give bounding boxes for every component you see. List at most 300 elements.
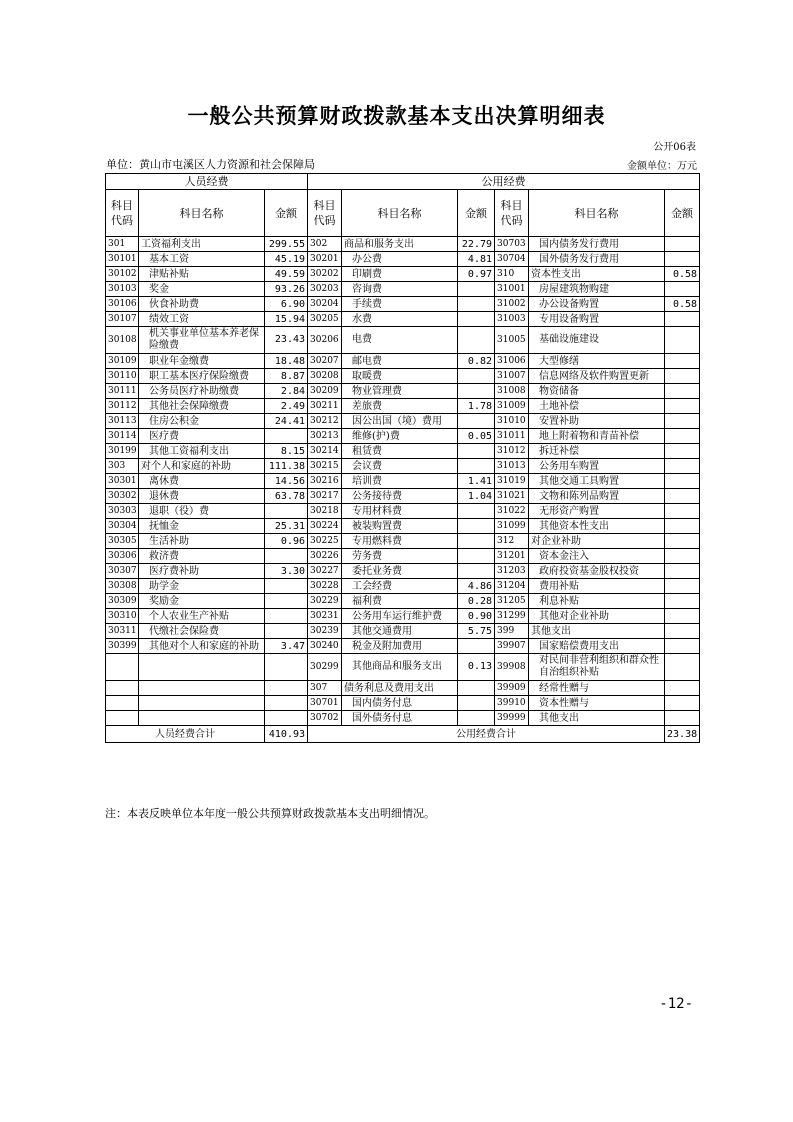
cell-name: 公务接待费 [342, 489, 458, 504]
cell-code: 30199 [106, 444, 139, 459]
cell-code: 30227 [308, 564, 342, 579]
cell-code: 307 [308, 681, 342, 696]
cell-amount [265, 654, 308, 681]
cell-name: 津贴补贴 [139, 267, 265, 282]
cell-name: 商品和服务支出 [342, 237, 458, 252]
cell-amount [458, 549, 495, 564]
table-row [106, 534, 700, 549]
cell-amount: 0.58 [665, 297, 700, 312]
table-row [106, 609, 700, 624]
cell-code: 30112 [106, 399, 139, 414]
cell-name [139, 681, 265, 696]
cell-name: 公务用车购置 [529, 459, 665, 474]
cell-amount [458, 504, 495, 519]
cell-name: 公务用车运行维护费 [342, 609, 458, 624]
cell-name: 安置补助 [529, 414, 665, 429]
cell-name: 其他对企业补助 [529, 609, 665, 624]
table-row [106, 711, 700, 726]
table-row [106, 474, 700, 489]
section-public: 公用经费 [308, 174, 700, 190]
cell-code: 399 [495, 624, 529, 639]
cell-code: 39909 [495, 681, 529, 696]
cell-code: 30305 [106, 534, 139, 549]
cell-name: 其他商品和服务支出 [342, 654, 458, 681]
cell-code: 30204 [308, 297, 342, 312]
table-row [106, 384, 700, 399]
cell-name: 资本性赠与 [529, 696, 665, 711]
cell-amount [265, 504, 308, 519]
cell-code: 302 [308, 237, 342, 252]
cell-amount [265, 609, 308, 624]
table-row [106, 282, 700, 297]
cell-name: 专用材料费 [342, 504, 458, 519]
cell-name: 国家赔偿费用支出 [529, 639, 665, 654]
cell-code [106, 711, 139, 726]
cell-code: 30703 [495, 237, 529, 252]
cell-code: 31204 [495, 579, 529, 594]
cell-amount: 0.05 [458, 429, 495, 444]
table-row [106, 696, 700, 711]
section-personnel: 人员经费 [106, 174, 308, 190]
cell-code: 31006 [495, 354, 529, 369]
cell-name: 职工基本医疗保险缴费 [139, 369, 265, 384]
cell-name: 差旅费 [342, 399, 458, 414]
cell-code [106, 681, 139, 696]
cell-name: 资本金注入 [529, 549, 665, 564]
cell-amount [665, 489, 700, 504]
cell-code: 301 [106, 237, 139, 252]
cell-name: 办公费 [342, 252, 458, 267]
cell-code: 30110 [106, 369, 139, 384]
cell-code: 39999 [495, 711, 529, 726]
cell-name: 电费 [342, 327, 458, 354]
cell-name: 会议费 [342, 459, 458, 474]
cell-name: 国外债务发行费用 [529, 252, 665, 267]
cell-name: 职业年金缴费 [139, 354, 265, 369]
cell-name: 国内债务发行费用 [529, 237, 665, 252]
cell-code: 303 [106, 459, 139, 474]
cell-amount [458, 444, 495, 459]
cell-name: 劳务费 [342, 549, 458, 564]
cell-code: 31022 [495, 504, 529, 519]
cell-name: 其他支出 [529, 711, 665, 726]
cell-code: 30216 [308, 474, 342, 489]
cell-name: 代缴社会保险费 [139, 624, 265, 639]
table-row [106, 594, 700, 609]
cell-code: 30302 [106, 489, 139, 504]
cell-name: 对企业补助 [529, 534, 665, 549]
table-row [106, 327, 700, 354]
cell-amount [665, 282, 700, 297]
cell-name: 无形资产购置 [529, 504, 665, 519]
cell-name: 维修(护)费 [342, 429, 458, 444]
cell-code: 312 [495, 534, 529, 549]
cell-name: 物业管理费 [342, 384, 458, 399]
cell-code: 31012 [495, 444, 529, 459]
cell-code: 30299 [308, 654, 342, 681]
cell-name: 政府投资基金股权投资 [529, 564, 665, 579]
cell-name: 资本性支出 [529, 267, 665, 282]
header-amount: 金额 [265, 190, 308, 237]
header-code: 科目代码 [106, 190, 139, 237]
cell-code: 30303 [106, 504, 139, 519]
cell-amount: 3.47 [265, 639, 308, 654]
cell-amount [458, 312, 495, 327]
cell-name: 土地补偿 [529, 399, 665, 414]
cell-name: 住房公积金 [139, 414, 265, 429]
cell-code: 30311 [106, 624, 139, 639]
cell-code: 30304 [106, 519, 139, 534]
cell-amount [458, 534, 495, 549]
table-row [106, 639, 700, 654]
cell-amount: 2.84 [265, 384, 308, 399]
cell-name: 债务利息及费用支出 [342, 681, 458, 696]
table-row [106, 444, 700, 459]
cell-amount [458, 459, 495, 474]
cell-code: 30109 [106, 354, 139, 369]
cell-amount [665, 681, 700, 696]
cell-amount [265, 624, 308, 639]
cell-code: 310 [495, 267, 529, 282]
cell-name: 地上附着物和青苗补偿 [529, 429, 665, 444]
cell-code: 30306 [106, 549, 139, 564]
cell-code: 31019 [495, 474, 529, 489]
cell-code: 39910 [495, 696, 529, 711]
page-title: 一般公共预算财政拨款基本支出决算明细表 [187, 103, 606, 128]
cell-amount [665, 579, 700, 594]
cell-name: 工资福利支出 [139, 237, 265, 252]
cell-name: 专用燃料费 [342, 534, 458, 549]
cell-code: 30218 [308, 504, 342, 519]
cell-code: 30201 [308, 252, 342, 267]
cell-amount: 1.78 [458, 399, 495, 414]
cell-name: 水费 [342, 312, 458, 327]
cell-code: 30702 [308, 711, 342, 726]
cell-code: 31010 [495, 414, 529, 429]
cell-name: 奖励金 [139, 594, 265, 609]
cell-name: 委托业务费 [342, 564, 458, 579]
cell-code: 31001 [495, 282, 529, 297]
cell-name: 利息补贴 [529, 594, 665, 609]
cell-amount [665, 594, 700, 609]
cell-amount: 0.28 [458, 594, 495, 609]
cell-name: 邮电费 [342, 354, 458, 369]
cell-amount [265, 681, 308, 696]
cell-amount: 299.55 [265, 237, 308, 252]
table-row [106, 252, 700, 267]
cell-name: 拆迁补偿 [529, 444, 665, 459]
cell-code: 30310 [106, 609, 139, 624]
cell-code: 30113 [106, 414, 139, 429]
cell-code: 30208 [308, 369, 342, 384]
cell-amount [665, 369, 700, 384]
cell-amount: 0.97 [458, 267, 495, 282]
cell-code: 30399 [106, 639, 139, 654]
table-row [106, 369, 700, 384]
page-number: -12- [659, 996, 693, 1012]
cell-code: 31009 [495, 399, 529, 414]
cell-name: 因公出国（境）费用 [342, 414, 458, 429]
cell-code: 30107 [106, 312, 139, 327]
cell-amount: 4.86 [458, 579, 495, 594]
cell-code: 30239 [308, 624, 342, 639]
form-number: 公开06表 [653, 142, 696, 153]
cell-code: 39907 [495, 639, 529, 654]
cell-name: 房屋建筑物购建 [529, 282, 665, 297]
cell-name: 医疗费 [139, 429, 265, 444]
cell-code: 30108 [106, 327, 139, 354]
cell-name: 咨询费 [342, 282, 458, 297]
cell-code: 30202 [308, 267, 342, 282]
cell-code: 31205 [495, 594, 529, 609]
table-row [106, 681, 700, 696]
cell-name: 文物和陈列品购置 [529, 489, 665, 504]
personnel-total-label: 人员经费合计 [106, 726, 265, 743]
cell-amount [665, 711, 700, 726]
cell-amount [665, 564, 700, 579]
cell-amount [458, 696, 495, 711]
cell-amount [665, 354, 700, 369]
cell-amount [665, 312, 700, 327]
cell-name: 救济费 [139, 549, 265, 564]
cell-name: 其他工资福利支出 [139, 444, 265, 459]
cell-amount: 0.13 [458, 654, 495, 681]
cell-amount [458, 282, 495, 297]
cell-amount: 25.31 [265, 519, 308, 534]
cell-name: 助学金 [139, 579, 265, 594]
cell-code: 30102 [106, 267, 139, 282]
cell-amount [265, 711, 308, 726]
cell-amount: 63.78 [265, 489, 308, 504]
cell-name: 大型修缮 [529, 354, 665, 369]
cell-amount [665, 384, 700, 399]
table-row [106, 564, 700, 579]
cell-name: 离休费 [139, 474, 265, 489]
cell-amount: 15.94 [265, 312, 308, 327]
cell-code: 30701 [308, 696, 342, 711]
cell-name: 基础设施建设 [529, 327, 665, 354]
cell-amount: 6.90 [265, 297, 308, 312]
section-header-row [106, 174, 700, 190]
cell-amount: 2.49 [265, 399, 308, 414]
table-row [106, 354, 700, 369]
cell-amount [665, 696, 700, 711]
cell-amount [665, 654, 700, 681]
header-code: 科目代码 [495, 190, 529, 237]
cell-code: 30203 [308, 282, 342, 297]
cell-code: 31201 [495, 549, 529, 564]
cell-amount [665, 534, 700, 549]
cell-amount [458, 639, 495, 654]
cell-amount [665, 474, 700, 489]
cell-amount [665, 459, 700, 474]
cell-amount: 18.48 [265, 354, 308, 369]
cell-amount: 5.75 [458, 624, 495, 639]
cell-code: 30217 [308, 489, 342, 504]
cell-name: 基本工资 [139, 252, 265, 267]
table-row [106, 459, 700, 474]
cell-amount [665, 327, 700, 354]
cell-amount [665, 252, 700, 267]
cell-amount: 22.79 [458, 237, 495, 252]
cell-name: 退休费 [139, 489, 265, 504]
cell-name [139, 696, 265, 711]
table-row [106, 399, 700, 414]
cell-amount [665, 237, 700, 252]
cell-amount [665, 444, 700, 459]
cell-code: 30224 [308, 519, 342, 534]
header-name: 科目名称 [139, 190, 265, 237]
expenditure-table [105, 173, 700, 743]
cell-name: 抚恤金 [139, 519, 265, 534]
public-total-label: 公用经费合计 [308, 726, 665, 743]
cell-code: 30308 [106, 579, 139, 594]
cell-amount: 24.41 [265, 414, 308, 429]
cell-name: 费用补贴 [529, 579, 665, 594]
cell-name: 个人农业生产补贴 [139, 609, 265, 624]
cell-amount: 111.38 [265, 459, 308, 474]
cell-code: 30231 [308, 609, 342, 624]
cell-code: 30307 [106, 564, 139, 579]
cell-code: 30225 [308, 534, 342, 549]
cell-code: 31007 [495, 369, 529, 384]
cell-amount: 14.56 [265, 474, 308, 489]
table-row [106, 654, 700, 681]
cell-name: 国外债务付息 [342, 711, 458, 726]
cell-amount [458, 384, 495, 399]
cell-name: 其他对个人和家庭的补助 [139, 639, 265, 654]
table-row [106, 297, 700, 312]
cell-amount [458, 369, 495, 384]
cell-name: 其他支出 [529, 624, 665, 639]
cell-amount [665, 504, 700, 519]
cell-amount [665, 519, 700, 534]
cell-amount: 49.59 [265, 267, 308, 282]
cell-name: 印刷费 [342, 267, 458, 282]
cell-amount [265, 594, 308, 609]
cell-amount: 1.41 [458, 474, 495, 489]
cell-code: 30213 [308, 429, 342, 444]
cell-name: 福利费 [342, 594, 458, 609]
cell-amount [665, 639, 700, 654]
cell-name: 退职（役）费 [139, 504, 265, 519]
cell-code: 30229 [308, 594, 342, 609]
cell-code: 30301 [106, 474, 139, 489]
cell-name [139, 654, 265, 681]
cell-code: 31021 [495, 489, 529, 504]
cell-name: 生活补助 [139, 534, 265, 549]
table-row [106, 312, 700, 327]
footnote: 注：本表反映单位本年度一般公共预算财政拨款基本支出明细情况。 [105, 807, 435, 820]
cell-code: 30214 [308, 444, 342, 459]
cell-amount: 8.87 [265, 369, 308, 384]
cell-amount [665, 399, 700, 414]
cell-amount: 0.82 [458, 354, 495, 369]
cell-code: 30206 [308, 327, 342, 354]
table-row [106, 519, 700, 534]
header-code: 科目代码 [308, 190, 342, 237]
cell-amount: 1.04 [458, 489, 495, 504]
table-row [106, 429, 700, 444]
cell-code: 39908 [495, 654, 529, 681]
cell-code: 31002 [495, 297, 529, 312]
cell-code: 30704 [495, 252, 529, 267]
cell-code: 30207 [308, 354, 342, 369]
cell-name: 对个人和家庭的补助 [139, 459, 265, 474]
cell-amount: 0.96 [265, 534, 308, 549]
cell-code: 30212 [308, 414, 342, 429]
cell-code: 31008 [495, 384, 529, 399]
table-row [106, 237, 700, 252]
table-row [106, 414, 700, 429]
table-row [106, 579, 700, 594]
cell-code: 30226 [308, 549, 342, 564]
cell-name [139, 711, 265, 726]
cell-code: 31299 [495, 609, 529, 624]
cell-code: 30215 [308, 459, 342, 474]
cell-name: 其他社会保障缴费 [139, 399, 265, 414]
cell-code: 30211 [308, 399, 342, 414]
cell-amount [265, 429, 308, 444]
personnel-total-value: 410.93 [265, 726, 308, 743]
cell-code: 30228 [308, 579, 342, 594]
cell-amount [265, 696, 308, 711]
cell-name: 经常性赠与 [529, 681, 665, 696]
cell-name: 其他交通费用 [342, 624, 458, 639]
cell-name: 物资储备 [529, 384, 665, 399]
cell-amount [665, 414, 700, 429]
cell-amount: 8.15 [265, 444, 308, 459]
cell-name: 被装购置费 [342, 519, 458, 534]
cell-code: 30114 [106, 429, 139, 444]
header-amount: 金额 [665, 190, 700, 237]
cell-name: 伙食补助费 [139, 297, 265, 312]
cell-name: 工会经费 [342, 579, 458, 594]
cell-code: 30111 [106, 384, 139, 399]
cell-name: 机关事业单位基本养老保险缴费 [139, 327, 265, 354]
cell-name: 取暖费 [342, 369, 458, 384]
cell-amount [458, 327, 495, 354]
cell-amount: 45.19 [265, 252, 308, 267]
cell-code: 31005 [495, 327, 529, 354]
cell-amount [458, 681, 495, 696]
unit-label: 单位：黄山市屯溪区人力资源和社会保障局 [106, 158, 315, 171]
table-row [106, 624, 700, 639]
cell-amount: 0.90 [458, 609, 495, 624]
cell-name: 手续费 [342, 297, 458, 312]
cell-amount: 4.81 [458, 252, 495, 267]
cell-name: 国内债务付息 [342, 696, 458, 711]
cell-amount [665, 609, 700, 624]
cell-code: 30309 [106, 594, 139, 609]
cell-amount: 23.43 [265, 327, 308, 354]
table-row [106, 504, 700, 519]
cell-amount [265, 549, 308, 564]
cell-code: 30101 [106, 252, 139, 267]
cell-code: 31203 [495, 564, 529, 579]
table-row [106, 549, 700, 564]
cell-name: 公务员医疗补助缴费 [139, 384, 265, 399]
cell-amount: 0.58 [665, 267, 700, 282]
cell-name: 培训费 [342, 474, 458, 489]
cell-code: 30205 [308, 312, 342, 327]
header-amount: 金额 [458, 190, 495, 237]
cell-name: 奖金 [139, 282, 265, 297]
cell-name: 对民间非营利组织和群众性自治组织补贴 [529, 654, 665, 681]
cell-amount [665, 549, 700, 564]
table-row [106, 267, 700, 282]
cell-amount: 3.30 [265, 564, 308, 579]
